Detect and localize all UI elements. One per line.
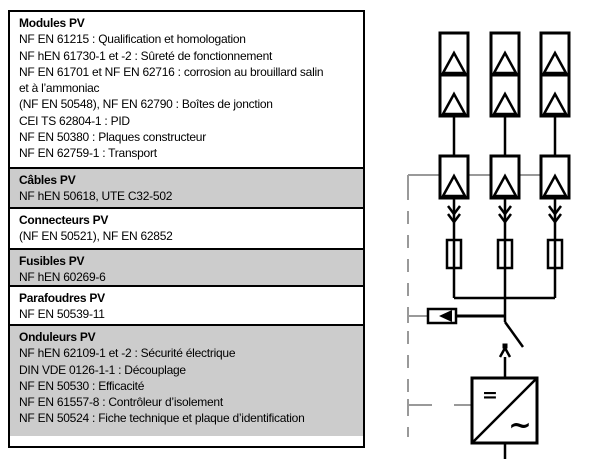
pv-module-icon (491, 33, 519, 116)
section-title: Modules PV (19, 16, 85, 30)
section-title: Parafoudres PV (19, 291, 105, 305)
pv-module-icon (440, 33, 468, 116)
section-title: Onduleurs PV (19, 330, 96, 344)
surge-arrester-icon (428, 309, 505, 323)
standard-line: CEI TS 62804-1 : PID (19, 113, 130, 128)
standard-line: NF hEN 61730-1 et -2 : Sûreté de fonctionnement (19, 48, 273, 63)
standard-line: DIN VDE 0126-1-1 : Découplage (19, 362, 186, 377)
inverter-icon (472, 378, 537, 443)
standard-line: NF EN 50380 : Plaques constructeur (19, 130, 206, 145)
standard-line: NF EN 61215 : Qualification et homologation (19, 32, 246, 47)
pv-module-icon (440, 156, 468, 198)
standard-line: NF hEN 50618, UTE C32-502 (19, 189, 173, 204)
standard-line: (NF EN 50548), NF EN 62790 : Boîtes de jonction (19, 97, 273, 112)
pv-string (440, 33, 468, 298)
standard-line: NF EN 50539-11 (19, 307, 105, 322)
standard-line: NF EN 50524 : Fiche technique et plaque d’identification (19, 411, 305, 426)
pv-string (541, 33, 569, 298)
standard-line: NF EN 61701 et NF EN 62716 : corrosion au brouillard salin (19, 64, 324, 79)
standard-line: NF EN 62759-1 : Transport (19, 146, 157, 161)
section-title: Fusibles PV (19, 254, 85, 268)
pv-module-icon (541, 156, 569, 198)
disconnect-switch-icon (505, 322, 523, 347)
earth-bonding-dashed-line (408, 175, 541, 437)
standard-line: NF EN 50530 : Efficacité (19, 378, 145, 393)
inverter-dc-symbol: = (482, 384, 498, 406)
pv-module-icon (491, 156, 519, 198)
section-title: Connecteurs PV (19, 213, 109, 227)
standard-line: et à l’ammoniac (19, 81, 100, 96)
section-title: Câbles PV (19, 173, 76, 187)
inverter-ac-symbol: ~ (508, 408, 532, 441)
standard-line: NF EN 61557-8 : Contrôleur d’isolement (19, 395, 223, 410)
pv-string (491, 33, 519, 298)
pv-module-icon (541, 33, 569, 116)
standard-line: (NF EN 50521), NF EN 62852 (19, 229, 173, 244)
switch-contact-icon (500, 344, 510, 358)
standard-line: NF hEN 62109-1 et -2 : Sécurité électrique (19, 346, 236, 361)
standard-line: NF hEN 60269-6 (19, 270, 106, 285)
